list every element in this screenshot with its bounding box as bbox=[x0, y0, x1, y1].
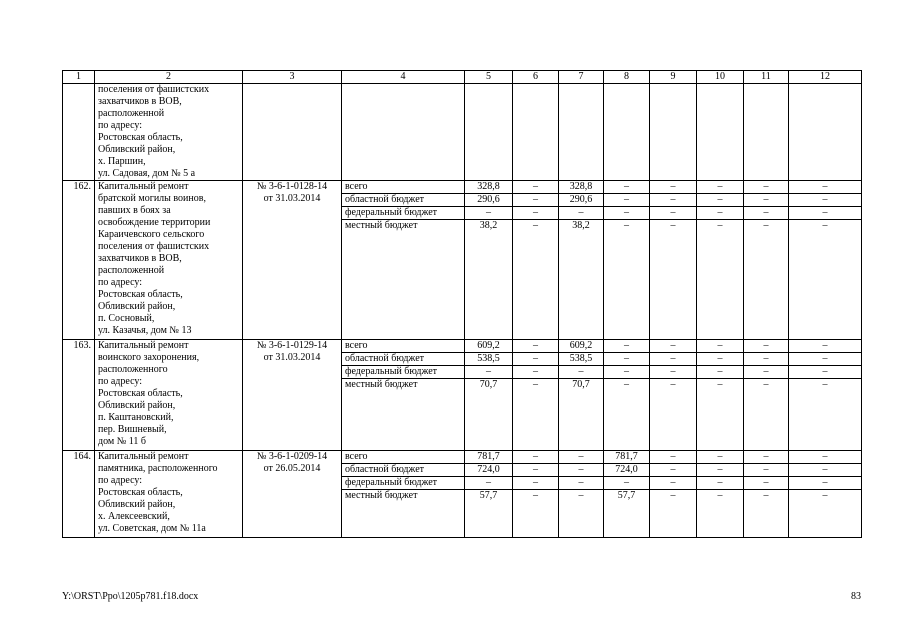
document-line: № 3-6-1-0129-14 bbox=[256, 340, 328, 351]
description-line: Караичевского сельского bbox=[98, 229, 205, 240]
description-line: по адресу: bbox=[98, 120, 143, 131]
value-cell: – bbox=[604, 207, 650, 220]
value-cell: – bbox=[744, 220, 789, 340]
description-line: Капитальный ремонт bbox=[98, 340, 189, 351]
document-line: от 26.05.2014 bbox=[263, 463, 321, 474]
value-cell: – bbox=[744, 353, 789, 366]
value-cell: 328,8 bbox=[559, 181, 604, 194]
continuation-row bbox=[63, 84, 862, 181]
funding-source-cell: областной бюджет bbox=[342, 194, 465, 207]
value-cell: – bbox=[559, 490, 604, 538]
description-line: расположенной bbox=[98, 265, 165, 276]
value-cell: – bbox=[697, 181, 744, 194]
description-cell bbox=[95, 340, 243, 451]
value-cell: – bbox=[697, 340, 744, 353]
value-cell: 57,7 bbox=[604, 490, 650, 538]
description-line: Капитальный ремонт bbox=[98, 181, 189, 192]
funding-source-cell: областной бюджет bbox=[342, 353, 465, 366]
description-line: Капитальный ремонт bbox=[98, 451, 189, 462]
value-cell: – bbox=[604, 220, 650, 340]
table-row bbox=[63, 340, 862, 353]
value-cell: – bbox=[744, 207, 789, 220]
value-cell: – bbox=[465, 477, 513, 490]
value-cell: – bbox=[789, 181, 862, 194]
description-line: освобождение территории bbox=[98, 217, 211, 228]
header-cell: 9 bbox=[650, 71, 697, 84]
header-row bbox=[63, 71, 862, 84]
row-number-cell bbox=[63, 84, 95, 181]
empty-cell bbox=[744, 84, 789, 181]
description-line: поселения от фашистских bbox=[98, 241, 210, 252]
empty-cell bbox=[513, 84, 559, 181]
value-cell: 290,6 bbox=[465, 194, 513, 207]
description-line: по адресу: bbox=[98, 376, 143, 387]
description-line: ул. Казачья, дом № 13 bbox=[98, 325, 192, 336]
value-cell: – bbox=[744, 451, 789, 464]
value-cell: – bbox=[744, 490, 789, 538]
row-number-cell: 164. bbox=[63, 451, 95, 538]
empty-cell bbox=[465, 84, 513, 181]
funding-source-cell: всего bbox=[342, 340, 465, 353]
description-line: памятника, расположенного bbox=[98, 463, 218, 474]
empty-cell bbox=[559, 84, 604, 181]
description-line: по адресу: bbox=[98, 277, 143, 288]
row-number-cell: 163. bbox=[63, 340, 95, 451]
description-line: Ростовская область, bbox=[98, 487, 183, 498]
value-cell: – bbox=[604, 194, 650, 207]
budget-table bbox=[62, 70, 862, 538]
document-line: № 3-6-1-0128-14 bbox=[256, 181, 328, 192]
description-cell bbox=[95, 181, 243, 340]
description-line: Обливский район, bbox=[98, 144, 176, 155]
document-cell bbox=[243, 451, 342, 538]
value-cell: – bbox=[650, 194, 697, 207]
value-cell: – bbox=[744, 194, 789, 207]
value-cell: – bbox=[789, 340, 862, 353]
document-cell bbox=[243, 340, 342, 451]
value-cell: – bbox=[513, 379, 559, 451]
value-cell: 70,7 bbox=[465, 379, 513, 451]
description-line: п. Сосновый, bbox=[98, 313, 155, 324]
value-cell: – bbox=[650, 181, 697, 194]
value-cell: – bbox=[465, 207, 513, 220]
value-cell: – bbox=[744, 340, 789, 353]
footer-file-path: Y:\ORST\Ppo\1205p781.f18.docx bbox=[62, 591, 199, 602]
funding-source-cell: местный бюджет bbox=[342, 490, 465, 538]
description-line: пер. Вишневый, bbox=[98, 424, 167, 435]
header-cell: 8 bbox=[604, 71, 650, 84]
value-cell: 781,7 bbox=[604, 451, 650, 464]
value-cell: 538,5 bbox=[559, 353, 604, 366]
document-line: от 31.03.2014 bbox=[263, 193, 321, 204]
value-cell: – bbox=[513, 353, 559, 366]
value-cell: 724,0 bbox=[604, 464, 650, 477]
value-cell: – bbox=[513, 366, 559, 379]
funding-source-cell: всего bbox=[342, 181, 465, 194]
description-line: п. Каштановский, bbox=[98, 412, 174, 423]
value-cell: – bbox=[650, 464, 697, 477]
value-cell: – bbox=[513, 220, 559, 340]
value-cell: – bbox=[513, 477, 559, 490]
value-cell: – bbox=[513, 207, 559, 220]
value-cell: – bbox=[650, 477, 697, 490]
continuation-description bbox=[95, 84, 243, 181]
description-line: захватчиков в ВОВ, bbox=[98, 96, 182, 107]
value-cell: – bbox=[513, 181, 559, 194]
description-line: ул. Садовая, дом № 5 а bbox=[98, 168, 196, 179]
value-cell: – bbox=[697, 451, 744, 464]
funding-source-cell: областной бюджет bbox=[342, 464, 465, 477]
value-cell: – bbox=[604, 379, 650, 451]
document-line: № 3-6-1-0209-14 bbox=[256, 451, 328, 462]
description-line: поселения от фашистских bbox=[98, 84, 210, 95]
header-cell: 7 bbox=[559, 71, 604, 84]
description-line: Ростовская область, bbox=[98, 388, 183, 399]
value-cell: 70,7 bbox=[559, 379, 604, 451]
description-line: дом № 11 б bbox=[98, 436, 146, 447]
header-cell: 12 bbox=[789, 71, 862, 84]
value-cell: – bbox=[604, 366, 650, 379]
value-cell: – bbox=[604, 477, 650, 490]
value-cell: – bbox=[789, 379, 862, 451]
value-cell: – bbox=[604, 181, 650, 194]
value-cell: – bbox=[513, 194, 559, 207]
header-cell: 11 bbox=[744, 71, 789, 84]
value-cell: 328,8 bbox=[465, 181, 513, 194]
description-line: Ростовская область, bbox=[98, 132, 183, 143]
description-line: Обливский район, bbox=[98, 499, 176, 510]
empty-cell bbox=[342, 84, 465, 181]
value-cell: – bbox=[789, 490, 862, 538]
funding-source-cell: федеральный бюджет bbox=[342, 477, 465, 490]
value-cell: – bbox=[650, 207, 697, 220]
funding-source-cell: федеральный бюджет bbox=[342, 366, 465, 379]
value-cell: – bbox=[789, 207, 862, 220]
empty-cell bbox=[604, 84, 650, 181]
description-line: Ростовская область, bbox=[98, 289, 183, 300]
description-line: расположенной bbox=[98, 108, 165, 119]
description-line: Обливский район, bbox=[98, 400, 176, 411]
header-cell: 5 bbox=[465, 71, 513, 84]
value-cell: – bbox=[650, 379, 697, 451]
document-line: от 31.03.2014 bbox=[263, 352, 321, 363]
funding-source-cell: местный бюджет bbox=[342, 220, 465, 340]
value-cell: – bbox=[513, 451, 559, 464]
value-cell: – bbox=[650, 353, 697, 366]
description-line: Обливский район, bbox=[98, 301, 176, 312]
value-cell: – bbox=[744, 464, 789, 477]
value-cell: 538,5 bbox=[465, 353, 513, 366]
description-line: х. Алексеевский, bbox=[98, 511, 170, 522]
value-cell: 38,2 bbox=[465, 220, 513, 340]
value-cell: – bbox=[744, 366, 789, 379]
header-cell: 4 bbox=[342, 71, 465, 84]
value-cell: – bbox=[650, 366, 697, 379]
value-cell: – bbox=[513, 490, 559, 538]
value-cell: – bbox=[604, 353, 650, 366]
value-cell: 609,2 bbox=[559, 340, 604, 353]
value-cell: – bbox=[789, 477, 862, 490]
description-line: расположенного bbox=[98, 364, 168, 375]
funding-source-cell: всего bbox=[342, 451, 465, 464]
description-line: павших в боях за bbox=[98, 205, 171, 216]
value-cell: – bbox=[559, 451, 604, 464]
header-cell: 1 bbox=[63, 71, 95, 84]
value-cell: – bbox=[650, 490, 697, 538]
value-cell: 781,7 bbox=[465, 451, 513, 464]
table-body bbox=[63, 71, 862, 538]
table-row bbox=[63, 451, 862, 464]
value-cell: – bbox=[465, 366, 513, 379]
value-cell: – bbox=[697, 366, 744, 379]
value-cell: – bbox=[744, 379, 789, 451]
description-line: х. Паршин, bbox=[98, 156, 146, 167]
description-line: воинского захоронения, bbox=[98, 352, 200, 363]
value-cell: – bbox=[559, 207, 604, 220]
value-cell: – bbox=[789, 194, 862, 207]
value-cell: – bbox=[697, 490, 744, 538]
description-line: братской могилы воинов, bbox=[98, 193, 206, 204]
value-cell: – bbox=[789, 451, 862, 464]
value-cell: – bbox=[604, 340, 650, 353]
value-cell: – bbox=[650, 451, 697, 464]
empty-cell bbox=[243, 84, 342, 181]
row-number-cell: 162. bbox=[63, 181, 95, 340]
value-cell: – bbox=[697, 194, 744, 207]
header-cell: 2 bbox=[95, 71, 243, 84]
value-cell: – bbox=[513, 340, 559, 353]
value-cell: – bbox=[650, 340, 697, 353]
header-cell: 6 bbox=[513, 71, 559, 84]
value-cell: – bbox=[559, 464, 604, 477]
description-line: захватчиков в ВОВ, bbox=[98, 253, 182, 264]
value-cell: – bbox=[697, 207, 744, 220]
value-cell: – bbox=[697, 464, 744, 477]
header-cell: 3 bbox=[243, 71, 342, 84]
table-row bbox=[63, 181, 862, 194]
value-cell: – bbox=[697, 477, 744, 490]
value-cell: – bbox=[697, 353, 744, 366]
value-cell: – bbox=[789, 464, 862, 477]
document-cell bbox=[243, 181, 342, 340]
value-cell: – bbox=[650, 220, 697, 340]
value-cell: – bbox=[744, 477, 789, 490]
empty-cell bbox=[650, 84, 697, 181]
header-cell: 10 bbox=[697, 71, 744, 84]
value-cell: – bbox=[697, 379, 744, 451]
description-line: по адресу: bbox=[98, 475, 143, 486]
value-cell: – bbox=[559, 366, 604, 379]
empty-cell bbox=[789, 84, 862, 181]
value-cell: – bbox=[789, 220, 862, 340]
value-cell: 724,0 bbox=[465, 464, 513, 477]
description-line: ул. Советская, дом № 11а bbox=[98, 523, 206, 534]
value-cell: – bbox=[513, 464, 559, 477]
empty-cell bbox=[697, 84, 744, 181]
value-cell: – bbox=[697, 220, 744, 340]
description-cell bbox=[95, 451, 243, 538]
value-cell: – bbox=[744, 181, 789, 194]
value-cell: – bbox=[789, 366, 862, 379]
value-cell: 290,6 bbox=[559, 194, 604, 207]
funding-source-cell: местный бюджет bbox=[342, 379, 465, 451]
value-cell: – bbox=[559, 477, 604, 490]
value-cell: 57,7 bbox=[465, 490, 513, 538]
page-number: 83 bbox=[851, 591, 861, 602]
value-cell: – bbox=[789, 353, 862, 366]
value-cell: 38,2 bbox=[559, 220, 604, 340]
value-cell: 609,2 bbox=[465, 340, 513, 353]
funding-source-cell: федеральный бюджет bbox=[342, 207, 465, 220]
